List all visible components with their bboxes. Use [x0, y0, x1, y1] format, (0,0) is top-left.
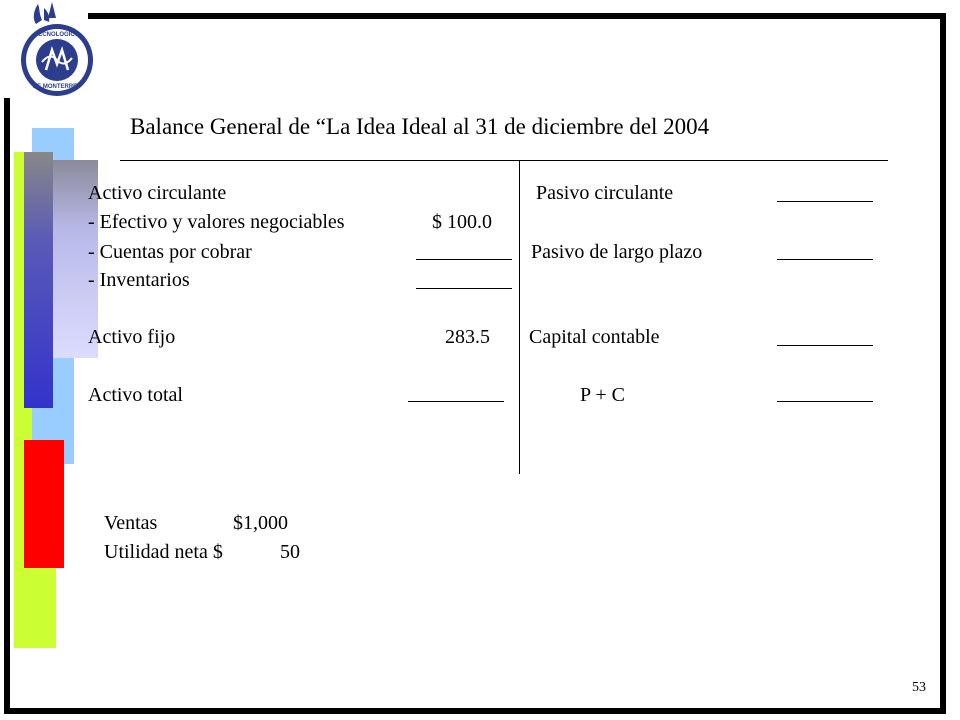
- balance-vertical-rule: [519, 160, 520, 474]
- logo-text-bottom: DE MONTERREY: [32, 84, 82, 90]
- decor-bar-blue: [24, 152, 53, 408]
- sales-value: $1,000: [233, 512, 288, 534]
- equity-label: Capital contable: [529, 326, 660, 348]
- receivables-label: - Cuentas por cobrar: [88, 241, 252, 263]
- cash-value: $ 100.0: [432, 211, 492, 233]
- slide-frame-bottom: [4, 708, 946, 714]
- inventory-label: - Inventarios: [88, 269, 190, 291]
- net-income-label: Utilidad neta $: [104, 541, 223, 563]
- seal-icon: [8, 0, 96, 100]
- cash-label: - Efectivo y valores negociables: [88, 211, 345, 233]
- fixed-assets-value: 283.5: [445, 326, 490, 348]
- long-term-liabilities-blank: [777, 259, 873, 260]
- balance-horizontal-rule: [120, 160, 888, 161]
- total-assets-blank: [408, 401, 504, 402]
- logo-text-top: TECNOLOGICO: [34, 32, 80, 38]
- slide-title: Balance General de “La Idea Ideal al 31 de diciembre del 2004: [130, 114, 710, 139]
- receivables-blank: [416, 259, 512, 260]
- equity-blank: [777, 345, 873, 346]
- current-liabilities-label: Pasivo circulante: [536, 182, 674, 204]
- long-term-liabilities-label: Pasivo de largo plazo: [531, 241, 703, 263]
- slide-frame-left: [4, 98, 10, 714]
- page-number: 53: [912, 680, 926, 695]
- current-liabilities-blank: [777, 201, 873, 202]
- net-income-value: 50: [280, 541, 300, 563]
- decor-bar-red: [24, 440, 64, 568]
- total-assets-label: Activo total: [88, 384, 183, 406]
- slide-frame-top: [88, 13, 946, 19]
- current-assets-label: Activo circulante: [88, 182, 227, 204]
- inventory-blank: [416, 288, 512, 289]
- slide-frame-right: [940, 13, 946, 714]
- fixed-assets-label: Activo fijo: [88, 326, 176, 348]
- liabilities-plus-equity-label: P + C: [580, 384, 625, 406]
- institution-logo: [8, 0, 96, 100]
- liabilities-plus-equity-blank: [777, 401, 873, 402]
- sales-label: Ventas: [104, 512, 158, 534]
